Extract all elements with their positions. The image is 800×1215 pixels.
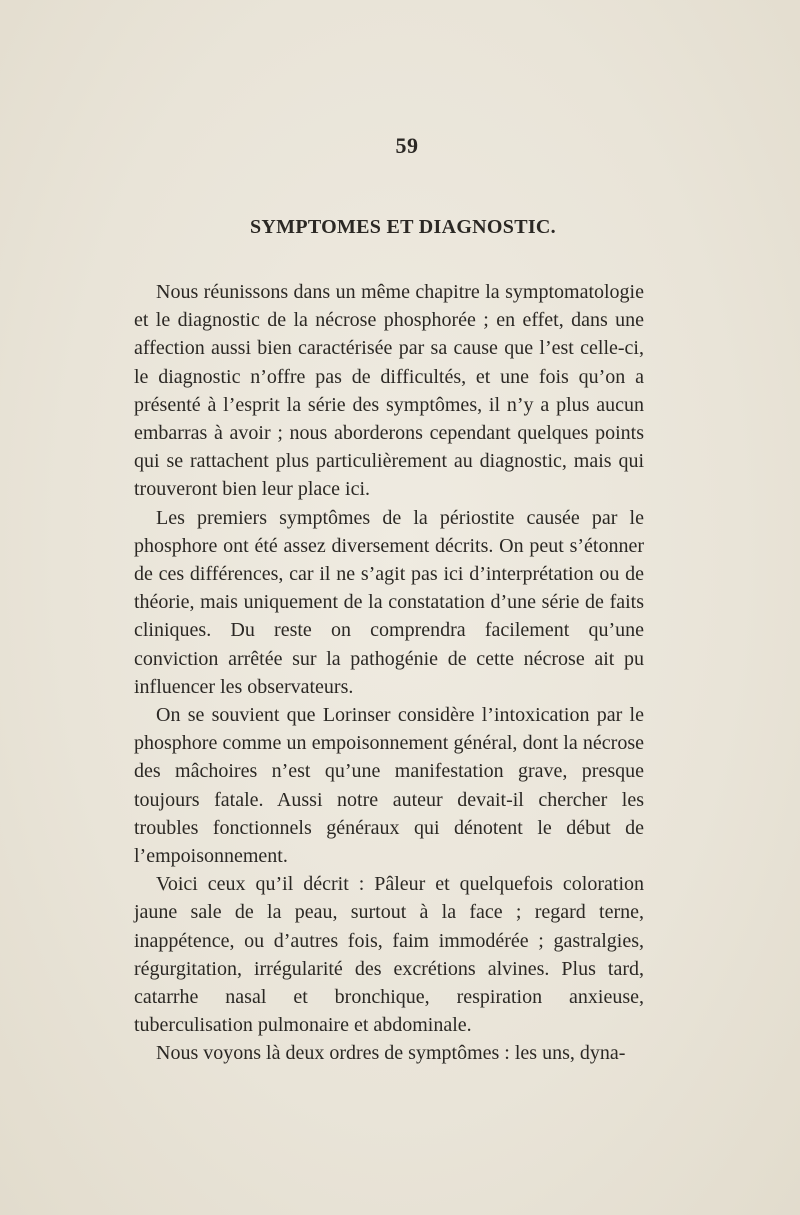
paragraph: Les premiers symptômes de la périostite causée par le phosphore ont été assez diversement décrits. On peut s’étonner de ces différences, car il ne s’agit pas ici d’interprétation ou de théorie, mais uniquement de la constatation d’une série de faits cliniques. Du reste on comprendra facilement qu’une conviction arrêtée sur la pathogénie de cette nécrose ait pu influencer les observateurs. (134, 506, 644, 698)
paragraph: Nous réunissons dans un même chapitre la symptomatologie et le diagnostic de la nécrose phosphorée ; en effet, dans une affection aussi bien caractérisée par sa cause que l’est celle-ci, le diagnostic n’offre pas de difficultés, et une fois qu’on a présenté à l’esprit la série des symptômes, il n’y a plus aucun embarras à avoir ; nous aborderons cependant quelques points qui se rattachent plus particulièrement au diagnostic, mais qui trouveront bien leur place ici. (134, 281, 644, 501)
paragraph: Nous voyons là deux ordres de symptômes : les uns, dyna- (156, 1042, 626, 1065)
body-text (134, 278, 644, 1068)
page-number: 59 (395, 133, 419, 158)
paragraph: On se souvient que Lorinser considère l’intoxication par le phosphore comme un empoisonnement général, dont la nécrose des mâchoires n’est qu’une manifestation grave, presque toujours fatale. Aussi notre auteur devait-il chercher les troubles fonctionnels généraux qui dénotent le début de l’empoisonnement. (134, 704, 644, 868)
paragraph: Voici ceux qu’il décrit : Pâleur et quelquefois coloration jaune sale de la peau, surtout à la face ; regard terne, inappétence, ou d’autres fois, faim immodérée ; gastralgies, régurgitation, irrégularité des excrétions alvines. Plus tard, catarrhe nasal et bronchique, respiration anxieuse, tuberculisation pulmonaire et abdominale. (134, 873, 644, 1037)
chapter-title: SYMPTOMES ET DIAGNOSTIC. (250, 216, 556, 238)
